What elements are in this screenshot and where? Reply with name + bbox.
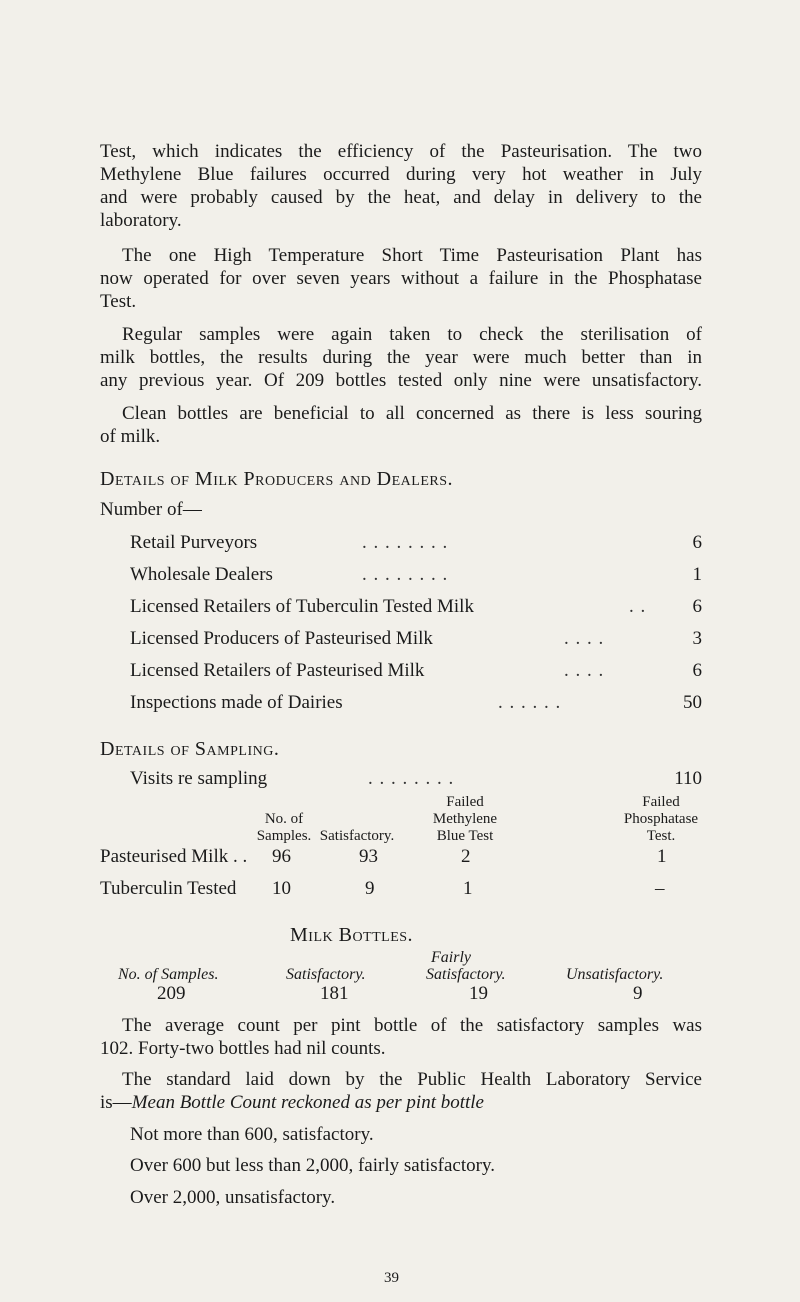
text-prefix: is— — [100, 1092, 132, 1113]
header-bottle-fairly-satisfactory: Satisfactory. — [426, 966, 506, 983]
cell-samples: 96 — [272, 846, 291, 867]
text-line: any previous year. Of 209 bottles tested only nine were unsatisfactory. — [100, 370, 702, 391]
leader-dots: . . . . . . . . — [368, 768, 455, 789]
header-fairly: Fairly — [431, 949, 471, 966]
cell-bottle-satisfactory: 181 — [320, 983, 349, 1004]
item-value: 6 — [692, 596, 702, 617]
text-line: The average count per pint bottle of the satisfactory samples was — [122, 1015, 702, 1036]
paragraph-clean-bottles — [100, 402, 702, 448]
subheading-number-of: Number of— — [100, 499, 202, 520]
item-value: 50 — [683, 692, 702, 713]
text-line: The one High Temperature Short Time Pasteurisation Plant has — [122, 245, 702, 266]
header-text: Samples. — [256, 828, 312, 844]
header-bottle-unsatisfactory: Unsatisfactory. — [566, 966, 664, 983]
standard-item: Not more than 600, satisfactory. — [130, 1124, 374, 1145]
paragraph-average-count — [100, 1014, 702, 1060]
cell-failed-methylene: 1 — [463, 878, 473, 899]
text-line: laboratory. — [100, 210, 182, 231]
text-line: 102. Forty-two bottles had nil counts. — [100, 1038, 386, 1059]
text-line: Test. — [100, 291, 137, 312]
leader-dots: . . . . — [564, 660, 605, 681]
cell-satisfactory: 9 — [365, 878, 375, 899]
text-line: Regular samples were again taken to check the sterilisation of — [122, 324, 702, 345]
text-line: now operated for over seven years without a failure in the Phosphatase — [100, 268, 702, 289]
row-label-pasteurised: Pasteurised Milk . . — [100, 846, 248, 867]
item-label: Licensed Retailers of Tuberculin Tested Milk — [130, 596, 474, 617]
leader-dots: . . . . — [564, 628, 605, 649]
item-value: 1 — [692, 564, 702, 585]
text-line: Methylene Blue failures occurred during very hot weather in July — [100, 164, 702, 185]
item-label: Retail Purveyors — [130, 532, 258, 553]
visits-row — [130, 768, 702, 794]
cell-bottle-fairly: 19 — [469, 983, 488, 1004]
cell-satisfactory: 93 — [359, 846, 378, 867]
leader-dots: . . . . . . . . — [362, 564, 449, 585]
item-value: 6 — [692, 660, 702, 681]
paragraph-htst-plant — [100, 244, 702, 313]
leader-dots: . . . . . . . . — [362, 532, 449, 553]
text-line: Test, which indicates the efficiency of the Pasteurisation. The two — [100, 141, 702, 162]
cell-bottle-unsatisfactory: 9 — [633, 983, 643, 1004]
visits-value: 110 — [674, 768, 702, 789]
list-item — [130, 596, 702, 622]
header-failed-phosphatase — [596, 794, 726, 845]
list-item — [130, 628, 702, 654]
cell-samples: 10 — [272, 878, 291, 899]
item-value: 6 — [692, 532, 702, 553]
visits-label: Visits re sampling — [130, 768, 268, 789]
header-text: Phosphatase — [623, 811, 699, 827]
row-label-tuberculin: Tuberculin Tested — [100, 878, 237, 899]
header-text: Failed — [642, 794, 680, 810]
text-line: milk bottles, the results during the year were much better than in — [100, 347, 702, 368]
item-label: Inspections made of Dairies — [130, 692, 343, 713]
header-satisfactory: Satisfactory. — [319, 828, 395, 844]
paragraph-pasteurisation-failures — [100, 140, 702, 232]
header-text: Methylene — [432, 811, 498, 827]
section-heading-milk-bottles: Milk Bottles. — [290, 924, 414, 946]
item-value: 3 — [692, 628, 702, 649]
item-label: Licensed Retailers of Pasteurised Milk — [130, 660, 425, 681]
section-heading-producers: Details of Milk Producers and Dealers. — [100, 468, 454, 490]
list-item — [130, 532, 702, 558]
leader-dots: . . . . . . — [498, 692, 562, 713]
section-heading-sampling: Details of Sampling. — [100, 738, 280, 760]
leader-dots: . . — [629, 596, 647, 617]
header-bottle-satisfactory: Satisfactory. — [286, 966, 366, 983]
cell-failed-methylene: 2 — [461, 846, 471, 867]
standard-item: Over 2,000, unsatisfactory. — [130, 1187, 336, 1208]
standard-italic-title: Mean Bottle Count reckoned as per pint bottle — [131, 1092, 484, 1113]
list-item — [130, 660, 702, 686]
header-text: Blue Test — [436, 828, 494, 844]
header-text: No. of — [264, 811, 304, 827]
cell-failed-phosphatase: 1 — [657, 846, 667, 867]
text-line — [100, 1091, 702, 1114]
text-line: of milk. — [100, 426, 161, 447]
paragraph-standard — [100, 1068, 702, 1114]
text-line: The standard laid down by the Public Health Laboratory Service — [122, 1069, 702, 1090]
cell-failed-phosphatase: – — [655, 878, 665, 899]
header-bottle-samples: No. of Samples. — [118, 966, 219, 983]
list-item — [130, 692, 702, 718]
paragraph-bottle-sterilisation — [100, 323, 702, 392]
list-item — [130, 564, 702, 590]
text-line: and were probably caused by the heat, and delay in delivery to the — [100, 187, 702, 208]
header-text: Test. — [646, 828, 676, 844]
text-line: Clean bottles are beneficial to all concerned as there is less souring — [122, 403, 702, 424]
cell-bottle-samples: 209 — [157, 983, 186, 1004]
item-label: Licensed Producers of Pasteurised Milk — [130, 628, 433, 649]
item-label: Wholesale Dealers — [130, 564, 273, 585]
standard-item: Over 600 but less than 2,000, fairly satisfactory. — [130, 1155, 495, 1176]
header-text: Failed — [446, 794, 484, 810]
page-number: 39 — [384, 1270, 399, 1286]
